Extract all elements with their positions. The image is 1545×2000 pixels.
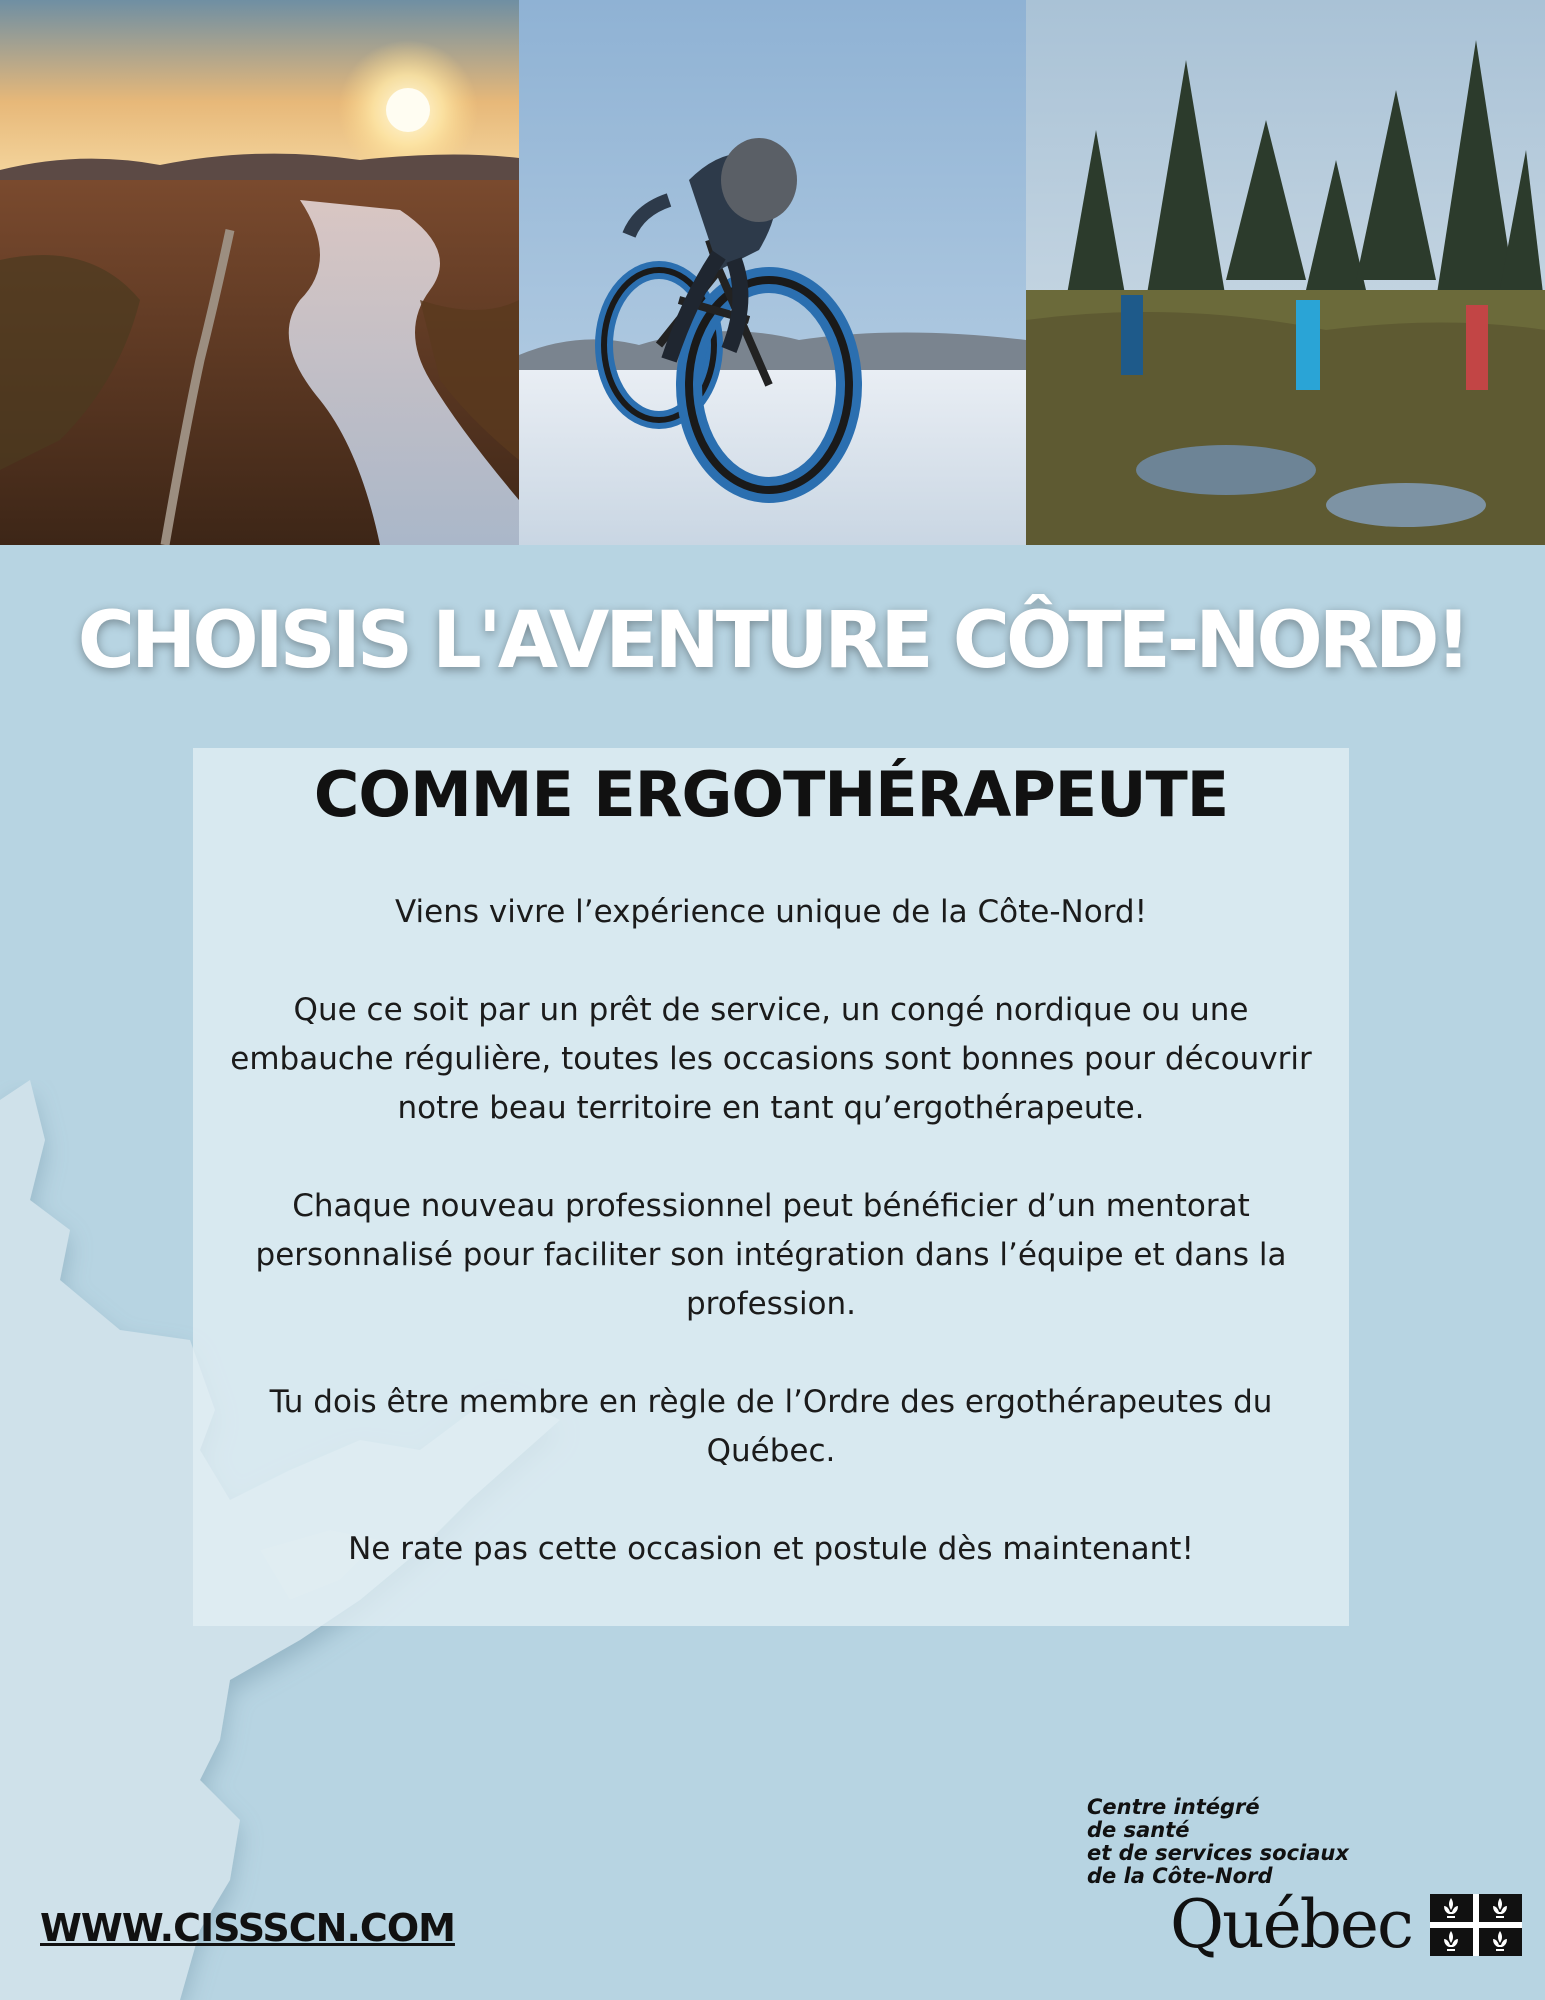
- fleur-de-lis-flag-icon: [1430, 1894, 1522, 1956]
- org-name-line: de la Côte-Nord: [1087, 1864, 1273, 1888]
- quebec-wordmark: [1170, 1886, 1522, 1963]
- paragraph-intro: Viens vivre l’expérience unique de la Côte-Nord!: [394, 894, 1147, 930]
- photo-strip: [0, 0, 1545, 545]
- cisss-logo: [1087, 1796, 1507, 1888]
- paragraph-requirement: Tu dois être membre en règle de l’Ordre des ergothérapeutes du Québec.: [269, 1384, 1273, 1469]
- headline: CHOISIS L'AVENTURE CÔTE-NORD!: [77, 596, 1468, 686]
- org-name-line: de santé: [1087, 1818, 1190, 1842]
- paragraph-opportunities: Que ce soit par un prêt de service, un congé nordique ou une embauche régulière, toutes les occasions sont bonnes pour découvrir notre beau territoire en tant qu’ergothérapeute.: [230, 992, 1312, 1126]
- panel-body: [213, 888, 1329, 1623]
- hikers-forest-photo: [1026, 0, 1545, 545]
- info-panel: [193, 748, 1349, 1626]
- org-name-line: et de services sociaux: [1087, 1841, 1349, 1865]
- river-sunset-photo: [0, 0, 519, 545]
- org-name-line: Centre intégré: [1087, 1795, 1260, 1819]
- website-link[interactable]: WWW.CISSSCN.COM: [40, 1906, 455, 1950]
- fatbike-snow-photo: [519, 0, 1026, 545]
- quebec-word: Québec: [1170, 1886, 1412, 1963]
- paragraph-call-to-action: Ne rate pas cette occasion et postule dès maintenant!: [348, 1531, 1194, 1567]
- paragraph-mentorship: Chaque nouveau professionnel peut bénéficier d’un mentorat personnalisé pour faciliter son intégration dans l’équipe et dans la profession.: [255, 1188, 1287, 1322]
- panel-title: COMME ERGOTHÉRAPEUTE: [313, 758, 1229, 831]
